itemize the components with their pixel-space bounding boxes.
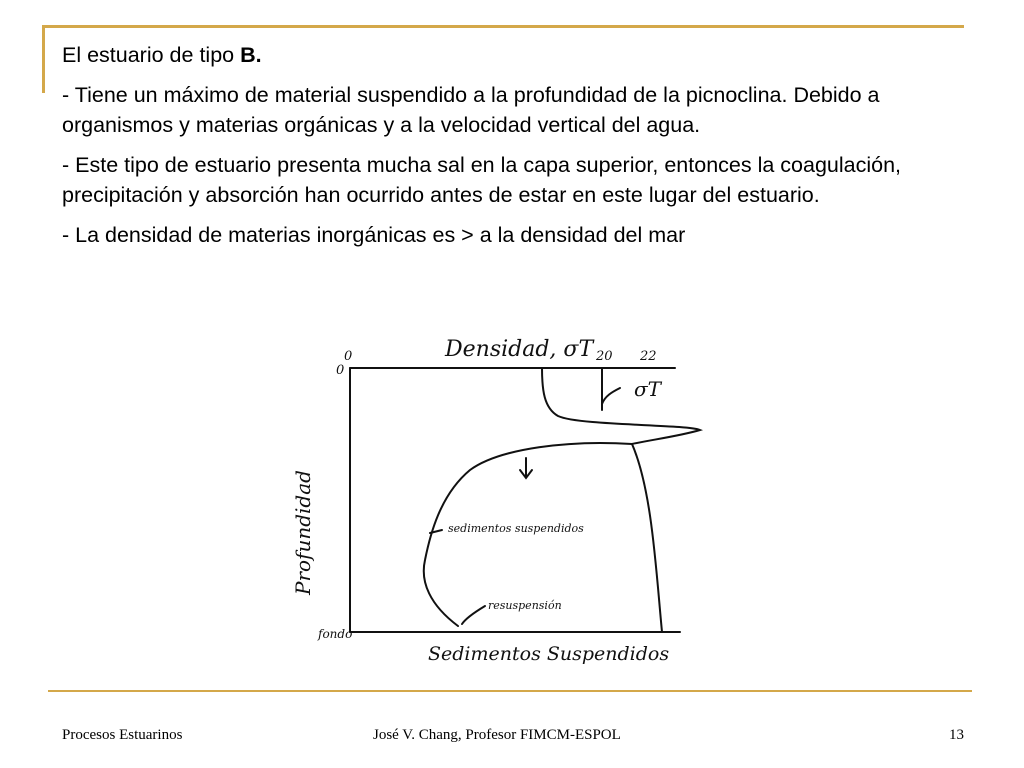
footer-author: José V. Chang, Profesor FIMCM-ESPOL — [373, 727, 621, 743]
paragraph-2: - Este tipo de estuario presenta mucha sal en la capa superior, entonces la coagulación, precipitación y absorción han ocurrido antes de estar en este lugar del estuario. — [62, 153, 902, 207]
resuspension-pointer — [462, 606, 485, 624]
paragraph-1: - Tiene un máximo de material suspendido a la profundidad de la picnoclina. Debido a organismos y materias orgánicas y a la velocidad vertical del agua. — [62, 83, 880, 137]
diagram-tick-0: 0 — [344, 349, 353, 364]
page-number: 13 — [949, 727, 964, 743]
paragraph-3: - La densidad de materias inorgánicas es > a la densidad del mar — [62, 223, 686, 247]
diagram-y-label: Profundidad — [291, 470, 315, 595]
diagram-tick-20: 20 — [596, 349, 613, 364]
diagram-resuspension-label: resuspensión — [488, 599, 562, 612]
footer-rule — [48, 690, 972, 692]
slide-top-rule — [42, 25, 964, 28]
slide-content — [62, 40, 962, 260]
title-bold: B. — [240, 43, 262, 67]
footer-course: Procesos Estuarinos — [62, 727, 183, 743]
diagram-y-bottom: fondo — [318, 627, 353, 641]
estuary-density-diagram — [280, 320, 740, 690]
diagram-y-zero: 0 — [336, 363, 345, 378]
diagram-sigma-label: σT — [634, 377, 661, 401]
slide-left-rule — [42, 25, 45, 93]
slide-title — [62, 40, 962, 70]
sigma-pointer — [602, 388, 620, 404]
density-curve — [542, 368, 700, 632]
diagram-top-label: Densidad, σT — [445, 337, 594, 362]
title-prefix: El estuario de tipo — [62, 43, 241, 67]
diagram-bottom-label: Sedimentos Suspendidos — [428, 643, 670, 665]
diagram-sediments-label: sedimentos suspendidos — [448, 522, 584, 535]
diagram-tick-22: 22 — [640, 349, 657, 364]
